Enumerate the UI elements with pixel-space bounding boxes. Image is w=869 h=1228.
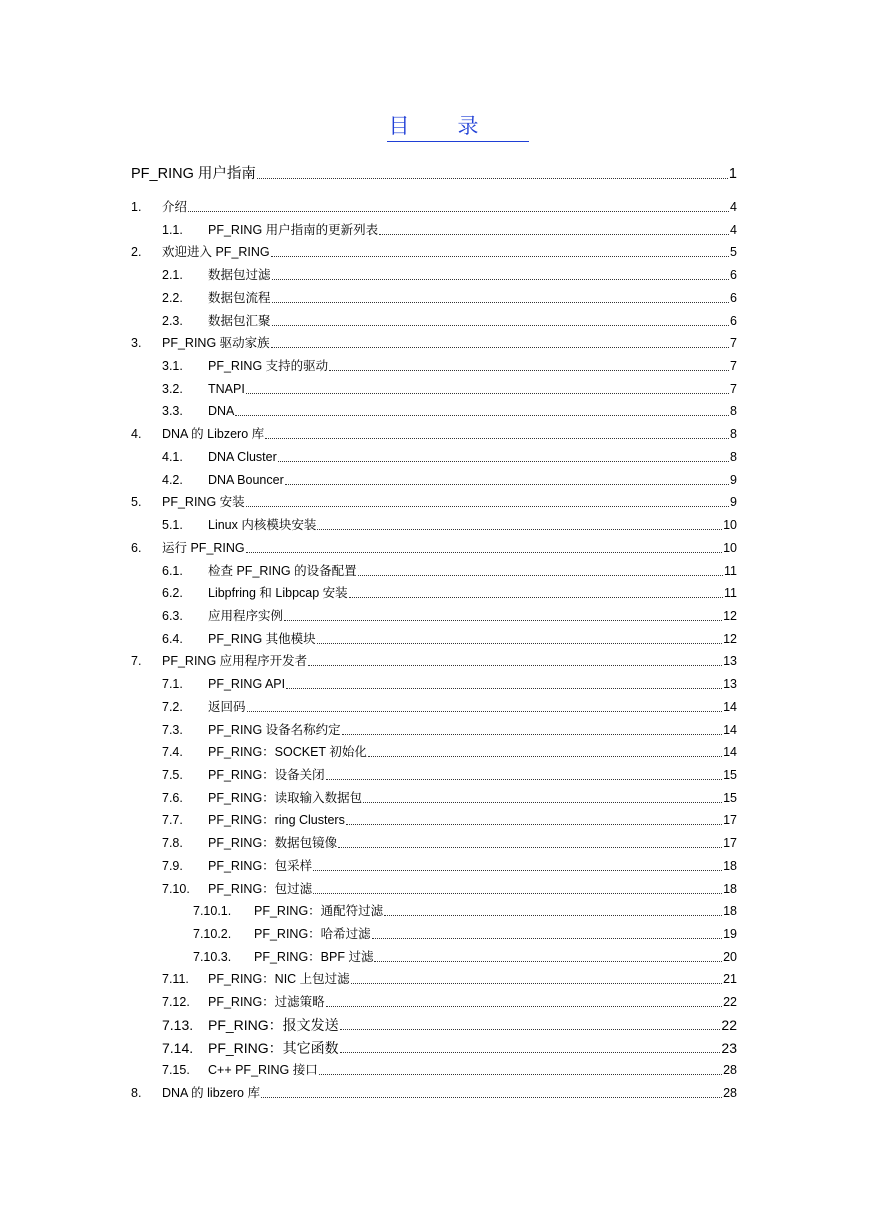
toc-entry[interactable] bbox=[0, 788, 869, 808]
toc-entry-page-number: 8 bbox=[730, 449, 737, 464]
toc-entry-page-number: 7 bbox=[730, 359, 737, 374]
toc-entry-number: 1. bbox=[131, 200, 142, 214]
toc-dot-leader bbox=[235, 415, 729, 416]
toc-entry-label: DNA Cluster bbox=[208, 449, 277, 464]
toc-entry-label: DNA 的 libzero 库 bbox=[162, 1086, 260, 1101]
toc-entry-number: 7.1. bbox=[162, 677, 183, 692]
toc-entry-label: 欢迎进入 PF_RING bbox=[162, 245, 270, 260]
toc-entry-number: 4. bbox=[131, 427, 142, 442]
toc-entry-page-number: 4 bbox=[730, 200, 737, 214]
toc-dot-leader bbox=[340, 1029, 721, 1030]
toc-entry-number: 5.1. bbox=[162, 518, 183, 533]
toc-dot-leader bbox=[363, 802, 722, 803]
toc-entry-number: 1.1. bbox=[162, 222, 183, 237]
toc-entry-page-number: 7 bbox=[730, 381, 737, 396]
toc-entry[interactable] bbox=[0, 947, 869, 967]
toc-entry-number: 2.1. bbox=[162, 268, 183, 283]
toc-dot-leader bbox=[286, 688, 722, 689]
toc-entry-page-number: 17 bbox=[723, 836, 737, 851]
toc-dot-leader bbox=[284, 620, 722, 621]
toc-entry-label: PF_RING 用户指南 bbox=[131, 166, 256, 182]
toc-entry-page-number: 6 bbox=[730, 290, 737, 305]
toc-entry-label: 数据包流程 bbox=[208, 290, 271, 305]
toc-entry-number: 7.15. bbox=[162, 1063, 190, 1078]
toc-dot-leader bbox=[317, 643, 722, 644]
toc-entry-label: PF_RING：数据包镜像 bbox=[208, 836, 338, 851]
toc-entry-label: PF_RING 用户指南的更新列表 bbox=[208, 222, 379, 237]
toc-entry[interactable] bbox=[0, 924, 869, 944]
toc-entry[interactable] bbox=[0, 742, 869, 762]
toc-dot-leader bbox=[261, 1097, 722, 1098]
toc-dot-leader bbox=[313, 870, 722, 871]
toc-entry-number: 4.1. bbox=[162, 449, 183, 464]
toc-entry-page-number: 12 bbox=[723, 608, 737, 623]
toc-entry[interactable] bbox=[0, 492, 869, 512]
toc-entry-label: Linux 内核模块安装 bbox=[208, 518, 317, 533]
toc-entry-number: 3.3. bbox=[162, 404, 183, 419]
toc-dot-leader bbox=[247, 711, 723, 712]
toc-entry-label: PF_RING：SOCKET 初始化 bbox=[208, 745, 367, 760]
toc-entry-label: PF_RING：ring Clusters bbox=[208, 813, 345, 828]
toc-entry-page-number: 11 bbox=[724, 586, 737, 601]
toc-dot-leader bbox=[265, 438, 729, 439]
toc-entry-page-number: 13 bbox=[723, 677, 737, 692]
toc-entry-page-number: 4 bbox=[730, 222, 737, 237]
toc-entry[interactable] bbox=[0, 379, 869, 399]
toc-entry-page-number: 10 bbox=[723, 518, 737, 533]
toc-title bbox=[0, 114, 869, 142]
toc-entry-label: PF_RING：设备关闭 bbox=[208, 768, 325, 782]
toc-entry-page-number: 28 bbox=[723, 1063, 737, 1078]
toc-dot-leader bbox=[384, 915, 722, 916]
toc-entry-page-number: 10 bbox=[723, 540, 737, 555]
toc-entry-number: 2.2. bbox=[162, 290, 183, 305]
toc-entry[interactable] bbox=[0, 311, 869, 331]
toc-entry-page-number: 8 bbox=[730, 427, 737, 442]
toc-entry-label: PF_RING：其它函数 bbox=[208, 1039, 339, 1056]
toc-entry-number: 8. bbox=[131, 1086, 142, 1101]
toc-entry[interactable] bbox=[0, 356, 869, 376]
toc-entry-number: 7.10.2. bbox=[193, 927, 232, 942]
toc-entry[interactable] bbox=[0, 992, 869, 1012]
toc-entry[interactable] bbox=[0, 583, 869, 603]
toc-dot-leader bbox=[358, 575, 723, 576]
toc-entry-number: 2. bbox=[131, 245, 142, 260]
toc-entry[interactable] bbox=[0, 424, 869, 444]
toc-entry-page-number: 11 bbox=[724, 563, 737, 578]
toc-entry[interactable] bbox=[0, 447, 869, 467]
toc-dot-leader bbox=[326, 779, 722, 780]
toc-entry[interactable] bbox=[0, 1060, 869, 1080]
toc-entry[interactable] bbox=[0, 470, 869, 490]
toc-dot-leader bbox=[349, 597, 723, 598]
toc-dot-leader bbox=[372, 938, 722, 939]
toc-entry[interactable] bbox=[0, 969, 869, 989]
toc-dot-leader bbox=[246, 552, 722, 553]
toc-entry[interactable] bbox=[0, 1038, 869, 1058]
toc-dot-leader bbox=[272, 279, 730, 280]
toc-entry-label: DNA 的 Libzero 库 bbox=[162, 427, 265, 442]
toc-entry-page-number: 15 bbox=[723, 790, 737, 805]
toc-entry-page-number: 18 bbox=[723, 904, 737, 919]
toc-entry-page-number: 13 bbox=[723, 654, 737, 669]
toc-dot-leader bbox=[188, 211, 729, 212]
toc-dot-leader bbox=[308, 665, 722, 666]
toc-entry-label: PF_RING：哈希过滤 bbox=[254, 927, 371, 942]
toc-entry-label: PF_RING：包过滤 bbox=[208, 881, 313, 896]
toc-entry-page-number: 19 bbox=[723, 927, 737, 942]
toc-entry[interactable] bbox=[0, 720, 869, 740]
toc-entry-number: 7.2. bbox=[162, 699, 183, 714]
toc-entry-page-number: 21 bbox=[723, 972, 737, 987]
toc-entry[interactable] bbox=[0, 651, 869, 671]
toc-entry-number: 7.3. bbox=[162, 722, 183, 737]
toc-entry-number: 7.10.3. bbox=[193, 949, 232, 964]
toc-entry-page-number: 20 bbox=[723, 949, 737, 964]
toc-entry-number: 7. bbox=[131, 654, 142, 669]
toc-dot-leader bbox=[368, 756, 722, 757]
toc-entry-page-number: 6 bbox=[730, 313, 737, 328]
toc-entry[interactable] bbox=[0, 833, 869, 853]
toc-entry-page-number: 17 bbox=[723, 813, 737, 828]
toc-dot-leader bbox=[351, 983, 722, 984]
toc-entry[interactable] bbox=[0, 538, 869, 558]
toc-entry-page-number: 8 bbox=[730, 404, 737, 419]
toc-dot-leader bbox=[326, 1006, 722, 1007]
toc-entry-number: 7.5. bbox=[162, 768, 183, 782]
toc-entry[interactable] bbox=[0, 810, 869, 830]
toc-entry-number: 6.1. bbox=[162, 563, 183, 578]
toc-entry-page-number: 18 bbox=[723, 881, 737, 896]
toc-entry[interactable] bbox=[0, 856, 869, 876]
toc-entry[interactable] bbox=[0, 515, 869, 535]
toc-title-text: 目录 bbox=[387, 114, 529, 142]
toc-entry-page-number: 22 bbox=[723, 995, 737, 1010]
toc-entry-label: PF_RING：包采样 bbox=[208, 858, 313, 873]
toc-dot-leader bbox=[285, 484, 729, 485]
toc-entry[interactable] bbox=[0, 1083, 869, 1103]
toc-entry[interactable] bbox=[0, 401, 869, 421]
toc-entry-page-number: 15 bbox=[723, 768, 737, 782]
toc-entry-page-number: 9 bbox=[730, 472, 737, 487]
toc-entry-page-number: 14 bbox=[723, 722, 737, 737]
toc-dot-leader bbox=[319, 1074, 722, 1075]
toc-entry-label: TNAPI bbox=[208, 381, 245, 396]
toc-entry[interactable] bbox=[0, 333, 869, 353]
toc-dot-leader bbox=[338, 847, 722, 848]
toc-entry-page-number: 7 bbox=[730, 336, 737, 351]
toc-entry-number: 6.4. bbox=[162, 631, 183, 646]
toc-entry-page-number: 23 bbox=[721, 1039, 737, 1056]
toc-entry[interactable] bbox=[0, 879, 869, 899]
toc-dot-leader bbox=[246, 506, 729, 507]
toc-dot-leader bbox=[278, 461, 729, 462]
toc-entry-page-number: 14 bbox=[723, 745, 737, 760]
toc-entry[interactable] bbox=[0, 561, 869, 581]
toc-dot-leader bbox=[340, 1052, 721, 1053]
toc-entry[interactable] bbox=[0, 242, 869, 262]
toc-entry-number: 7.10.1. bbox=[193, 904, 232, 919]
toc-entry-page-number: 14 bbox=[723, 699, 737, 714]
toc-entry-label: PF_RING 驱动家族 bbox=[162, 336, 270, 351]
toc-entry-page-number: 18 bbox=[723, 858, 737, 873]
toc-entry-label: 数据包过滤 bbox=[208, 268, 271, 283]
toc-entry-number: 7.12. bbox=[162, 995, 190, 1010]
toc-entry-page-number: 22 bbox=[721, 1016, 737, 1033]
toc-entry-number: 3.1. bbox=[162, 359, 183, 374]
toc-entry-number: 5. bbox=[131, 495, 142, 510]
toc-entry-label: 介绍 bbox=[162, 200, 188, 214]
toc-entry-number: 7.6. bbox=[162, 790, 183, 805]
toc-dot-leader bbox=[313, 893, 722, 894]
toc-entry[interactable] bbox=[0, 164, 869, 184]
toc-dot-leader bbox=[272, 325, 730, 326]
toc-entry[interactable] bbox=[0, 288, 869, 308]
toc-entry-label: PF_RING：通配符过滤 bbox=[254, 904, 384, 919]
toc-entry-label: DNA bbox=[208, 404, 235, 419]
toc-entry-label: 检查 PF_RING 的设备配置 bbox=[208, 563, 357, 578]
toc-dot-leader bbox=[257, 178, 728, 179]
toc-dot-leader bbox=[379, 234, 729, 235]
toc-entry-label: 数据包汇聚 bbox=[208, 313, 271, 328]
toc-entry-number: 6.2. bbox=[162, 586, 183, 601]
toc-entry-label: PF_RING：报文发送 bbox=[208, 1016, 339, 1033]
toc-entry-number: 7.13. bbox=[162, 1016, 194, 1033]
toc-entry-number: 7.10. bbox=[162, 881, 190, 896]
toc-entry-page-number: 9 bbox=[730, 495, 737, 510]
toc-entry-label: 应用程序实例 bbox=[208, 608, 284, 623]
toc-entry-label: PF_RING：BPF 过滤 bbox=[254, 949, 374, 964]
toc-entry-label: PF_RING 其他模块 bbox=[208, 631, 316, 646]
toc-entry-number: 7.8. bbox=[162, 836, 183, 851]
toc-entry[interactable] bbox=[0, 197, 869, 217]
toc-entry-label: PF_RING 支持的驱动 bbox=[208, 359, 329, 374]
toc-entry-number: 7.9. bbox=[162, 858, 183, 873]
toc-entry-label: DNA Bouncer bbox=[208, 472, 284, 487]
toc-entry[interactable] bbox=[0, 901, 869, 921]
toc-entry-page-number: 1 bbox=[728, 166, 737, 182]
toc-dot-leader bbox=[271, 256, 729, 257]
toc-entry-label: PF_RING 应用程序开发者 bbox=[162, 654, 308, 669]
toc-entry-number: 6. bbox=[131, 540, 142, 555]
toc-entry-label: PF_RING：读取输入数据包 bbox=[208, 790, 363, 805]
toc-entry[interactable] bbox=[0, 220, 869, 240]
toc-entry-page-number: 5 bbox=[730, 245, 737, 260]
toc-entry-number: 2.3. bbox=[162, 313, 183, 328]
toc-dot-leader bbox=[342, 734, 722, 735]
toc-entry-label: PF_RING：过滤策略 bbox=[208, 995, 325, 1010]
toc-dot-leader bbox=[317, 529, 722, 530]
toc-entry-number: 3. bbox=[131, 336, 142, 351]
toc-dot-leader bbox=[272, 302, 730, 303]
toc-entry-page-number: 6 bbox=[730, 268, 737, 283]
toc-entry[interactable] bbox=[0, 629, 869, 649]
toc-entry-number: 3.2. bbox=[162, 381, 183, 396]
toc-entry-label: C++ PF_RING 接口 bbox=[208, 1063, 318, 1078]
toc-entry-page-number: 12 bbox=[723, 631, 737, 646]
toc-dot-leader bbox=[346, 824, 722, 825]
toc-dot-leader bbox=[374, 961, 722, 962]
toc-entry-label: PF_RING API bbox=[208, 677, 286, 692]
toc-entry-page-number: 28 bbox=[723, 1086, 737, 1101]
toc-entry-number: 7.14. bbox=[162, 1039, 194, 1056]
toc-entry-label: 运行 PF_RING bbox=[162, 540, 245, 555]
toc-dot-leader bbox=[246, 393, 729, 394]
toc-dot-leader bbox=[329, 370, 729, 371]
toc-entry-number: 7.4. bbox=[162, 745, 183, 760]
toc-entry[interactable] bbox=[0, 265, 869, 285]
toc-entry-label: PF_RING 设备名称约定 bbox=[208, 722, 341, 737]
toc-entry-number: 7.7. bbox=[162, 813, 183, 828]
toc-entry-label: PF_RING 安装 bbox=[162, 495, 245, 510]
toc-entry-number: 7.11. bbox=[162, 972, 189, 987]
toc-entry[interactable] bbox=[0, 697, 869, 717]
toc-entry-label: PF_RING：NIC 上包过滤 bbox=[208, 972, 350, 987]
toc-entry[interactable] bbox=[0, 606, 869, 626]
toc-entry-label: 返回码 bbox=[208, 699, 246, 714]
toc-entry-label: Libpfring 和 Libpcap 安装 bbox=[208, 586, 348, 601]
toc-entry[interactable] bbox=[0, 765, 869, 785]
toc-entry[interactable] bbox=[0, 674, 869, 694]
toc-entry[interactable] bbox=[0, 1015, 869, 1035]
toc-dot-leader bbox=[271, 347, 729, 348]
toc-entry-number: 6.3. bbox=[162, 608, 183, 623]
toc-entry-number: 4.2. bbox=[162, 472, 183, 487]
